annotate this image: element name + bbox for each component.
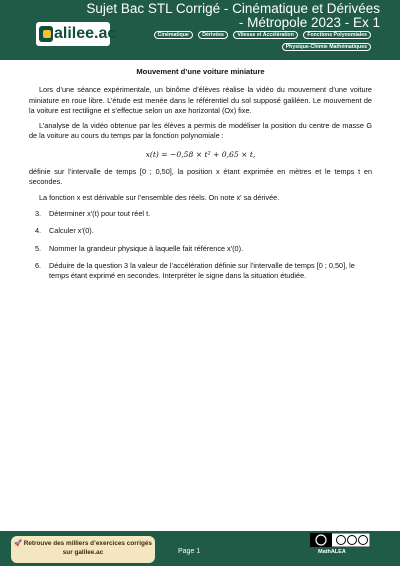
- question-text: Déterminer x′(t) pour tout réel t.: [49, 208, 151, 218]
- question-text: Déduire de la question 3 la valeur de l’accélération définie sur l’intervalle de temps [0 ; 0,50], le temps étant exprimé en secondes. Interpréter le signe dans la situation étudiée.: [49, 260, 355, 281]
- galilee-logo[interactable]: [36, 22, 117, 46]
- tag-list: [131, 27, 371, 51]
- position-equation: x(t) = −0,58 × t² + 0,65 × t,: [145, 149, 256, 159]
- page-number: Page 1: [178, 548, 201, 555]
- mathalea-label: MathALEA: [318, 549, 346, 555]
- paragraph-intro: Lors d’une séance expérimentale, un binôme d’élèves réalise la vidéo du mouvement d’une voiture miniature en roue libre. L’étude est menée dans le référentiel du sol supposé galiléen. Le mouvement de la voiture est rectiligne et s’effectue selon un axe horizontal (Ox) fixe.: [29, 85, 372, 115]
- creative-commons-license-icon: [310, 533, 370, 547]
- exercise-content: [29, 67, 372, 288]
- tag-physique-chimie[interactable]: Physique-Chimie Mathématiques: [282, 43, 371, 51]
- question-number: 5.: [35, 243, 42, 253]
- paragraph-model: L’analyse de la vidéo obtenue par les élèves a permis de modéliser la position du centre de masse G de la voiture au cours du temps par la fonction polynomiale :: [29, 121, 372, 141]
- question-text: Nommer la grandeur physique à laquelle fait référence x′(0).: [49, 243, 244, 253]
- logo-text: alilee.ac: [54, 25, 117, 42]
- question-item: [35, 208, 372, 219]
- promo-banner[interactable]: [11, 536, 155, 563]
- question-item: [35, 260, 372, 282]
- promo-text: 🚀 Retrouve des milliers d’exercices corrigés sur galilee.ac: [14, 540, 152, 556]
- question-number: 6.: [35, 260, 42, 270]
- tag-vitesse-acceleration[interactable]: Vitesse et Accélération: [233, 31, 298, 39]
- document-title: Sujet Bac STL Corrigé - Cinématique et Dérivées - Métropole 2023 - Ex 1: [86, 1, 380, 30]
- tag-cinematique[interactable]: Cinématique: [154, 31, 193, 39]
- tag-derivees[interactable]: Dérivées: [198, 31, 228, 39]
- question-number: 3.: [35, 208, 42, 218]
- paragraph-derivative: La fonction x est dérivable sur l’ensemble des réels. On note x′ sa dérivée.: [39, 192, 280, 202]
- question-item: [35, 243, 372, 254]
- question-number: 4.: [35, 226, 42, 236]
- question-item: [35, 226, 372, 236]
- paragraph-domain: définie sur l’intervalle de temps [0 ; 0,50], la position x étant exprimée en mètres et le temps t en secondes.: [29, 167, 372, 187]
- galilee-logo-mark-icon: [38, 24, 54, 44]
- section-title: Mouvement d’une voiture miniature: [136, 67, 265, 76]
- tag-fonctions-polynomiales[interactable]: Fonctions Polynomiales: [303, 31, 371, 39]
- question-list: [29, 209, 372, 281]
- question-text: Calculer x′(0).: [49, 226, 94, 236]
